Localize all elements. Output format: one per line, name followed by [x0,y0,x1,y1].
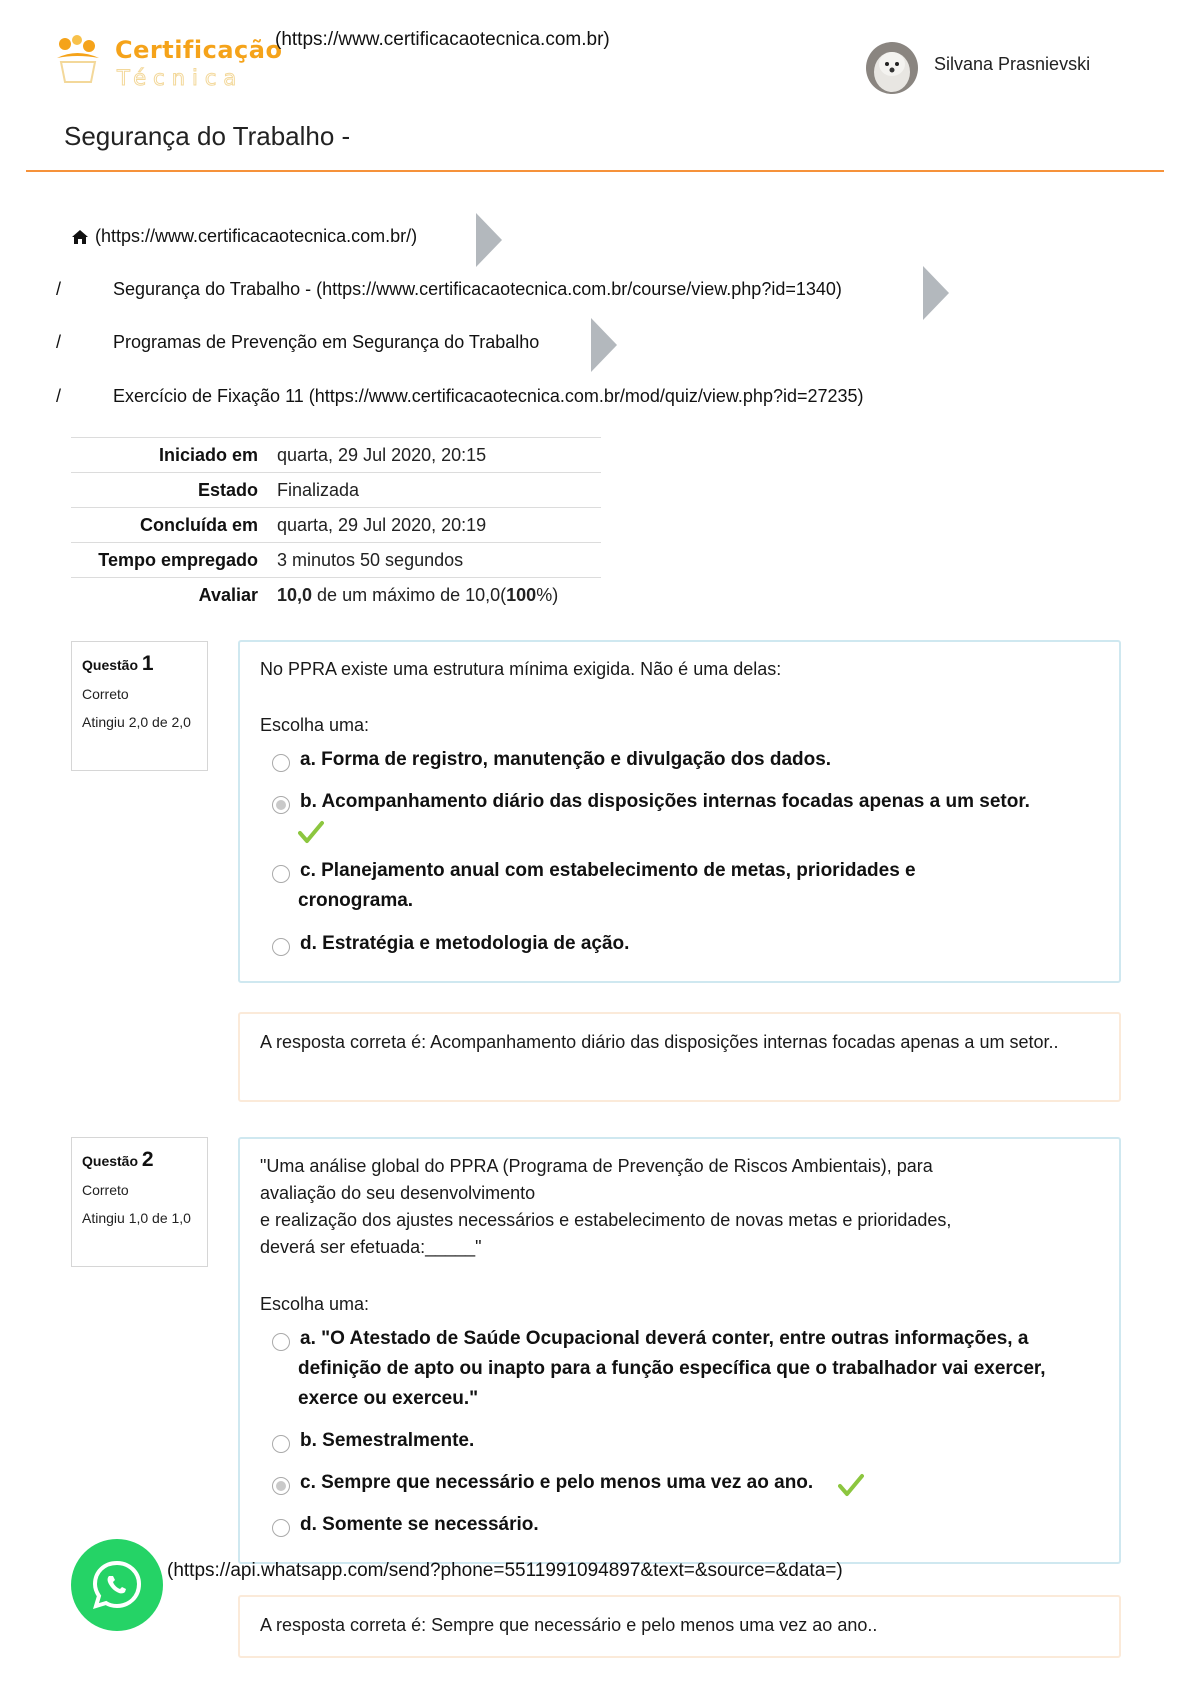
breadcrumb-item-quiz[interactable]: Exercício de Fixação 11 (https://www.certificacaotecnica.com.br/mod/quiz/view.php?id=27235) [113,386,864,406]
option-radio[interactable] [272,938,290,956]
option-c[interactable]: c. Sempre que necessário e pelo menos uma vez ao ano. [300,1472,814,1493]
feedback-box-2 [238,1595,1121,1658]
chevron-right-icon [591,318,617,372]
question-info-2 [71,1137,208,1267]
option-b[interactable]: b. Acompanhamento diário das disposições internas focadas apenas a um setor. [300,791,1030,812]
breadcrumb-separator: / [56,332,62,352]
checkmark-icon [298,820,324,844]
question-grade: Atingiu 1,0 de 1,0 [82,1210,191,1226]
question-box-1 [238,640,1121,983]
option-c[interactable]: c. Planejamento anual com estabelecimento de metas, prioridades e cronograma. [298,860,916,911]
summary-grade-value: 10,0 de um máximo de 10,0(100%) [277,585,559,605]
attempt-summary-table [71,437,601,612]
summary-row-time [71,542,601,577]
chevron-right-icon [476,213,502,267]
summary-value: 3 minutos 50 segundos [277,550,464,570]
option-radio[interactable] [272,865,290,883]
summary-row-started [71,437,601,472]
option-radio[interactable] [272,1435,290,1453]
feedback-box-1 [238,1012,1121,1102]
question-info-1 [71,641,208,771]
logo-wordmark: Certificação [115,36,283,64]
summary-label: Concluída em [139,515,258,535]
question-text: "Uma análise global do PPRA (Programa de Prevenção de Riscos Ambientais), para avaliação do seu desenvolvimento e realização dos ajustes necessários e estabelecimento de novas metas e prioridades, deverá ser efetuada:_____" [260,1156,952,1257]
correct-answer-text: A resposta correta é: Sempre que necessário e pelo menos uma vez ao ano.. [260,1615,878,1635]
summary-label: Avaliar [198,585,258,605]
option-a[interactable]: a. Forma de registro, manutenção e divulgação dos dados. [300,749,832,770]
choose-prompt: Escolha uma: [260,1294,370,1314]
breadcrumb-separator: / [56,279,62,299]
question-number: Questão 2 [82,1148,154,1171]
option-radio[interactable] [272,1333,290,1351]
page-title: Segurança do Trabalho - [64,121,351,151]
summary-row-grade [71,577,601,612]
summary-value: Finalizada [277,480,360,500]
choose-prompt: Escolha uma: [260,715,370,735]
avatar[interactable] [866,42,918,94]
summary-value: quarta, 29 Jul 2020, 20:19 [277,515,487,535]
site-logo[interactable] [55,30,283,92]
breadcrumb-item-course[interactable]: Segurança do Trabalho - (https://www.certificacaotecnica.com.br/course/view.php?id=1340) [113,279,842,299]
question-text: No PPRA existe uma estrutura mínima exigida. Não é uma delas: [260,659,782,679]
breadcrumb-separator: / [56,386,62,406]
question-box-2 [238,1137,1121,1564]
checkmark-icon [838,1473,864,1497]
summary-row-state [71,472,601,507]
option-d[interactable]: d. Estratégia e metodologia de ação. [300,933,630,954]
whatsapp-url-link[interactable]: (https://api.whatsapp.com/send?phone=5511991094897&text=&source=&data=) [167,1560,843,1581]
option-radio-selected[interactable] [272,1477,290,1495]
header-divider [26,170,1164,172]
option-b[interactable]: b. Semestralmente. [300,1430,475,1451]
chevron-right-icon [923,266,949,320]
question-number: Questão 1 [82,652,154,675]
summary-row-finished [71,507,601,542]
summary-label: Estado [197,480,258,500]
whatsapp-button[interactable] [71,1539,163,1631]
question-status: Correto [82,686,129,702]
breadcrumb-home-url[interactable]: (https://www.certificacaotecnica.com.br/) [95,226,418,246]
option-radio-selected[interactable] [272,796,290,814]
logo-people-icon [55,34,115,94]
breadcrumb-item-section[interactable]: Programas de Prevenção em Segurança do Trabalho [113,332,540,352]
whatsapp-icon [71,1539,163,1631]
option-d[interactable]: d. Somente se necessário. [300,1514,539,1535]
home-icon [71,229,89,245]
question-grade: Atingiu 2,0 de 2,0 [82,714,191,730]
option-radio[interactable] [272,754,290,772]
correct-answer-text: A resposta correta é: Acompanhamento diário das disposições internas focadas apenas a um setor.. [260,1032,1059,1052]
summary-value: quarta, 29 Jul 2020, 20:15 [277,445,487,465]
summary-label: Iniciado em [158,445,258,465]
logo-subtitle: Técnica [117,66,244,90]
option-radio[interactable] [272,1519,290,1537]
user-name[interactable]: Silvana Prasnievski [934,54,1091,74]
question-status: Correto [82,1182,129,1198]
site-url-link[interactable]: (https://www.certificacaotecnica.com.br) [275,29,610,50]
option-a[interactable]: a. "O Atestado de Saúde Ocupacional deverá conter, entre outras informações, a definição de apto ou inapto para a função específica que o trabalhador vai exercer, exerce ou exerceu." [298,1328,1046,1409]
summary-label: Tempo empregado [98,550,258,570]
